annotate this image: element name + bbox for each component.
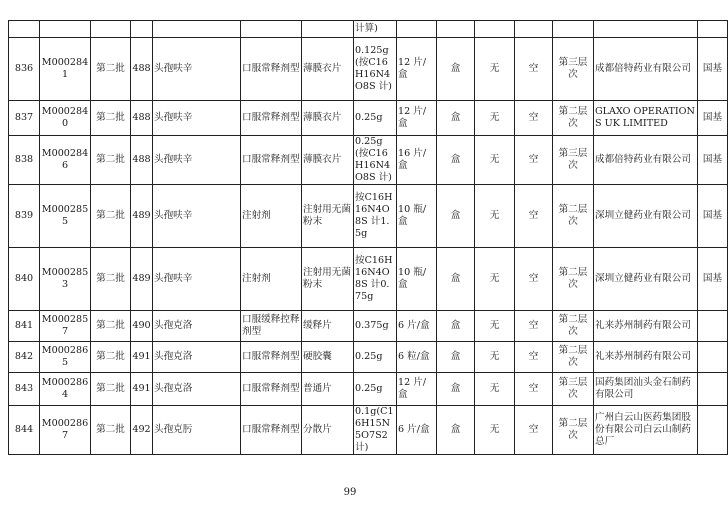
- cell-unit: [437, 21, 475, 38]
- cell-flag1: 无: [475, 406, 515, 455]
- cell-group: [131, 21, 153, 38]
- table-row: [9, 185, 728, 248]
- cell-unit: 盒: [437, 38, 475, 101]
- table-row: [9, 101, 728, 136]
- cell-unit: 盒: [437, 311, 475, 342]
- cell-flag1: [475, 21, 515, 38]
- cell-spec: 0.25g: [354, 101, 397, 136]
- cell-flag2: 空: [515, 248, 553, 311]
- cell-dosage-form: 口服常释剂型: [241, 342, 302, 373]
- cell-name: 头孢呋辛: [153, 38, 241, 101]
- cell-level: 第三层次: [553, 373, 594, 406]
- cell-spec: 0.375g: [354, 311, 397, 342]
- cell-group: 488: [131, 38, 153, 101]
- cell-batch: 第二批: [91, 38, 131, 101]
- cell-category: [698, 373, 728, 406]
- cell-category: [698, 342, 728, 373]
- cell-form: 分散片: [302, 406, 354, 455]
- cell-name: 头孢克肟: [153, 406, 241, 455]
- cell-code: M0002867: [40, 406, 91, 455]
- cell-no: 837: [9, 101, 40, 136]
- cell-batch: 第二批: [91, 185, 131, 248]
- cell-company: 广州白云山医药集团股份有限公司白云山制药总厂: [594, 406, 698, 455]
- cell-company: 国药集团汕头金石制药有限公司: [594, 373, 698, 406]
- cell-flag2: 空: [515, 136, 553, 185]
- cell-category: 国基: [698, 185, 728, 248]
- cell-dosage-form: 注射剂: [241, 248, 302, 311]
- cell-no: 836: [9, 38, 40, 101]
- cell-flag1: 无: [475, 373, 515, 406]
- cell-company: [594, 21, 698, 38]
- cell-spec: 0.25g: [354, 342, 397, 373]
- cell-name: 头孢呋辛: [153, 136, 241, 185]
- cell-name: 头孢呋辛: [153, 248, 241, 311]
- cell-unit: 盒: [437, 406, 475, 455]
- cell-dosage-form: [241, 21, 302, 38]
- cell-flag2: 空: [515, 311, 553, 342]
- cell-company: 成都倍特药业有限公司: [594, 38, 698, 101]
- cell-name: 头孢克洛: [153, 311, 241, 342]
- cell-name: 头孢呋辛: [153, 101, 241, 136]
- cell-level: 第二层次: [553, 311, 594, 342]
- table-row: [9, 342, 728, 373]
- cell-company: 深圳立健药业有限公司: [594, 185, 698, 248]
- cell-flag1: 无: [475, 38, 515, 101]
- cell-group: 491: [131, 373, 153, 406]
- cell-form: 普通片: [302, 373, 354, 406]
- cell-form: [302, 21, 354, 38]
- cell-no: 841: [9, 311, 40, 342]
- cell-batch: 第二批: [91, 248, 131, 311]
- cell-level: 第二层次: [553, 185, 594, 248]
- table-row: [9, 38, 728, 101]
- cell-flag2: 空: [515, 38, 553, 101]
- cell-form: 薄膜衣片: [302, 101, 354, 136]
- page-number: 99: [343, 487, 357, 498]
- cell-category: 国基: [698, 38, 728, 101]
- cell-unit: 盒: [437, 373, 475, 406]
- cell-no: 840: [9, 248, 40, 311]
- cell-form: 注射用无菌粉末: [302, 185, 354, 248]
- cell-name: 头孢克洛: [153, 373, 241, 406]
- cell-group: 489: [131, 248, 153, 311]
- cell-batch: 第二批: [91, 342, 131, 373]
- cell-group: 488: [131, 101, 153, 136]
- cell-form: 薄膜衣片: [302, 136, 354, 185]
- cell-no: 838: [9, 136, 40, 185]
- cell-dosage-form: 口服常释剂型: [241, 38, 302, 101]
- cell-pack: 16 片/盒: [397, 136, 437, 185]
- cell-company: 礼来苏州制药有限公司: [594, 342, 698, 373]
- cell-no: [9, 21, 40, 38]
- cell-category: 国基: [698, 248, 728, 311]
- cell-unit: 盒: [437, 185, 475, 248]
- table-row: [9, 373, 728, 406]
- cell-flag1: 无: [475, 311, 515, 342]
- cell-flag1: 无: [475, 342, 515, 373]
- cell-pack: 6 片/盒: [397, 311, 437, 342]
- cell-company: GLAXO OPERATIONS UK LIMITED: [594, 101, 698, 136]
- table-row: [9, 136, 728, 185]
- cell-dosage-form: 口服常释剂型: [241, 101, 302, 136]
- cell-code: M0002865: [40, 342, 91, 373]
- cell-pack: 6 片/盒: [397, 406, 437, 455]
- cell-pack: 6 粒/盒: [397, 342, 437, 373]
- table-row: [9, 311, 728, 342]
- cell-level: 第二层次: [553, 406, 594, 455]
- cell-batch: 第二批: [91, 136, 131, 185]
- cell-no: 844: [9, 406, 40, 455]
- cell-code: M0002864: [40, 373, 91, 406]
- cell-no: 842: [9, 342, 40, 373]
- cell-spec: 0.125g(按C16H16N4O8S 计): [354, 38, 397, 101]
- cell-code: M0002841: [40, 38, 91, 101]
- cell-category: [698, 21, 728, 38]
- cell-dosage-form: 口服常释剂型: [241, 136, 302, 185]
- cell-flag2: 空: [515, 185, 553, 248]
- cell-code: [40, 21, 91, 38]
- cell-unit: 盒: [437, 136, 475, 185]
- cell-category: [698, 406, 728, 455]
- table-body: [9, 21, 728, 455]
- cell-unit: 盒: [437, 342, 475, 373]
- cell-spec: 按C16H16N4O8S 计1.5g: [354, 185, 397, 248]
- cell-flag2: 空: [515, 373, 553, 406]
- cell-level: 第二层次: [553, 248, 594, 311]
- drug-list-table: [8, 20, 728, 455]
- cell-unit: 盒: [437, 248, 475, 311]
- cell-company: 礼来苏州制药有限公司: [594, 311, 698, 342]
- cell-pack: 10 瓶/盒: [397, 248, 437, 311]
- cell-code: M0002853: [40, 248, 91, 311]
- cell-group: 489: [131, 185, 153, 248]
- cell-pack: 12 片/盒: [397, 101, 437, 136]
- cell-pack: 12 片/盒: [397, 373, 437, 406]
- cell-code: M0002846: [40, 136, 91, 185]
- cell-form: 缓释片: [302, 311, 354, 342]
- cell-flag1: 无: [475, 248, 515, 311]
- cell-spec: 0.25g(按C16H16N4O8S 计): [354, 136, 397, 185]
- cell-batch: [91, 21, 131, 38]
- cell-unit: 盒: [437, 101, 475, 136]
- cell-flag1: 无: [475, 185, 515, 248]
- cell-group: 490: [131, 311, 153, 342]
- cell-spec: 0.25g: [354, 373, 397, 406]
- cell-flag1: 无: [475, 101, 515, 136]
- cell-dosage-form: 口服常释剂型: [241, 373, 302, 406]
- cell-form: 硬胶囊: [302, 342, 354, 373]
- cell-category: 国基: [698, 136, 728, 185]
- cell-batch: 第二批: [91, 101, 131, 136]
- cell-level: 第二层次: [553, 101, 594, 136]
- cell-category: 国基: [698, 101, 728, 136]
- cell-dosage-form: 注射剂: [241, 185, 302, 248]
- cell-form: 注射用无菌粉末: [302, 248, 354, 311]
- cell-level: [553, 21, 594, 38]
- cell-group: 491: [131, 342, 153, 373]
- cell-code: M0002840: [40, 101, 91, 136]
- cell-spec: 0.1g(C16H15N5O7S2 计): [354, 406, 397, 455]
- cell-group: 488: [131, 136, 153, 185]
- cell-no: 843: [9, 373, 40, 406]
- cell-batch: 第二批: [91, 373, 131, 406]
- table-row: [9, 248, 728, 311]
- cell-company: 深圳立健药业有限公司: [594, 248, 698, 311]
- cell-dosage-form: 口服常释剂型: [241, 406, 302, 455]
- cell-spec: 按C16H16N4O8S 计0.75g: [354, 248, 397, 311]
- cell-level: 第三层次: [553, 136, 594, 185]
- cell-pack: 12 片/盒: [397, 38, 437, 101]
- cell-no: 839: [9, 185, 40, 248]
- cell-form: 薄膜衣片: [302, 38, 354, 101]
- cell-code: M0002855: [40, 185, 91, 248]
- continuation-row: [9, 21, 728, 38]
- cell-level: 第二层次: [553, 342, 594, 373]
- cell-pack: 10 瓶/盒: [397, 185, 437, 248]
- cell-spec: 计算): [354, 21, 397, 38]
- cell-name: 头孢呋辛: [153, 185, 241, 248]
- cell-dosage-form: 口服缓释控释剂型: [241, 311, 302, 342]
- cell-pack: [397, 21, 437, 38]
- cell-flag2: 空: [515, 342, 553, 373]
- cell-name: 头孢克洛: [153, 342, 241, 373]
- table-row: [9, 406, 728, 455]
- cell-code: M0002857: [40, 311, 91, 342]
- cell-flag2: 空: [515, 406, 553, 455]
- cell-group: 492: [131, 406, 153, 455]
- cell-batch: 第二批: [91, 311, 131, 342]
- cell-flag2: [515, 21, 553, 38]
- cell-flag2: 空: [515, 101, 553, 136]
- cell-level: 第三层次: [553, 38, 594, 101]
- cell-batch: 第二批: [91, 406, 131, 455]
- cell-company: 成都倍特药业有限公司: [594, 136, 698, 185]
- cell-flag1: 无: [475, 136, 515, 185]
- cell-name: [153, 21, 241, 38]
- cell-category: [698, 311, 728, 342]
